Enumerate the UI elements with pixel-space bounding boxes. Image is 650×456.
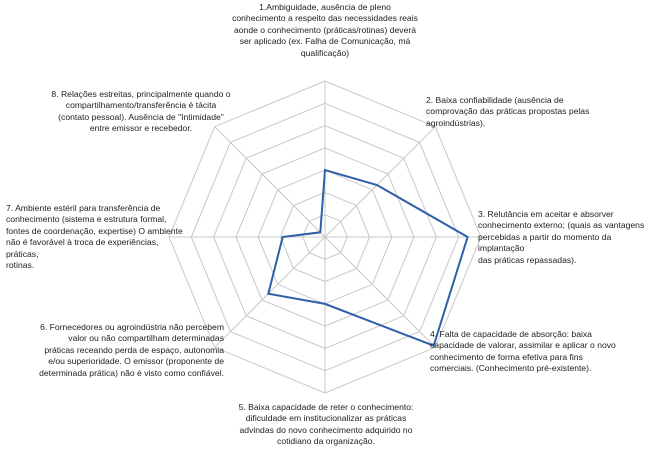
axis-label-5: 5. Baixa capacidade de reter o conhecimento: dificuldade em institucionalizar as práticas advindas do novo conhecimento adquirido no cotidiano da organização.: [238, 402, 414, 447]
axis-spoke-4: [325, 237, 435, 347]
series-line: [268, 170, 467, 346]
axis-label-6: 6. Fornecedores ou agroindústria não percebem valor ou não compartilham determinadas práticas receando perda de espaço, autonomia e/ou superioridade. O emissor (proponente de determinada prática) não é visto como confiável.: [39, 322, 224, 378]
axis-label-4: 4. Falta de capacidade de absorção: baixa capacidade de valorar, assimilar e aplicar o novo conhecimento de forma efetiva para fins comerciais. (Conhecimento pré-existente).: [430, 329, 616, 374]
axis-spoke-2: [325, 127, 435, 237]
axis-label-2: 2. Baixa confiabilidade (ausência de comprovação das práticas propostas pelas agroindústrias).: [426, 95, 590, 128]
axis-label-1: 1.Ambiguidade, ausência de pleno conhecimento a respeito das necessidades reais aonde o conhecimento (práticas/rotinas) deverá ser aplicado (ex. Falha de Comunicação, má qualificação): [232, 2, 418, 58]
axis-spoke-6: [215, 237, 325, 347]
axis-label-3: 3. Relutância em aceitar e absorver conhecimento externo; (quais as vantagens percebidas a partir do momento da implantação das práticas repassadas).: [478, 209, 645, 265]
axis-spoke-8: [215, 127, 325, 237]
axis-label-8: 8. Relações estreitas, principalmente quando o compartilhamento/transferência é tácita (contato pessoal). Ausência de "Intimidade" entre emissor e recebedor.: [51, 89, 231, 134]
axis-label-7: 7. Ambiente estéril para transferência de conhecimento (sistema e estrutura formal, fontes de coordenação, expertise) O ambiente não é favorável à troca de experiências, práticas, rotinas.: [6, 203, 183, 271]
